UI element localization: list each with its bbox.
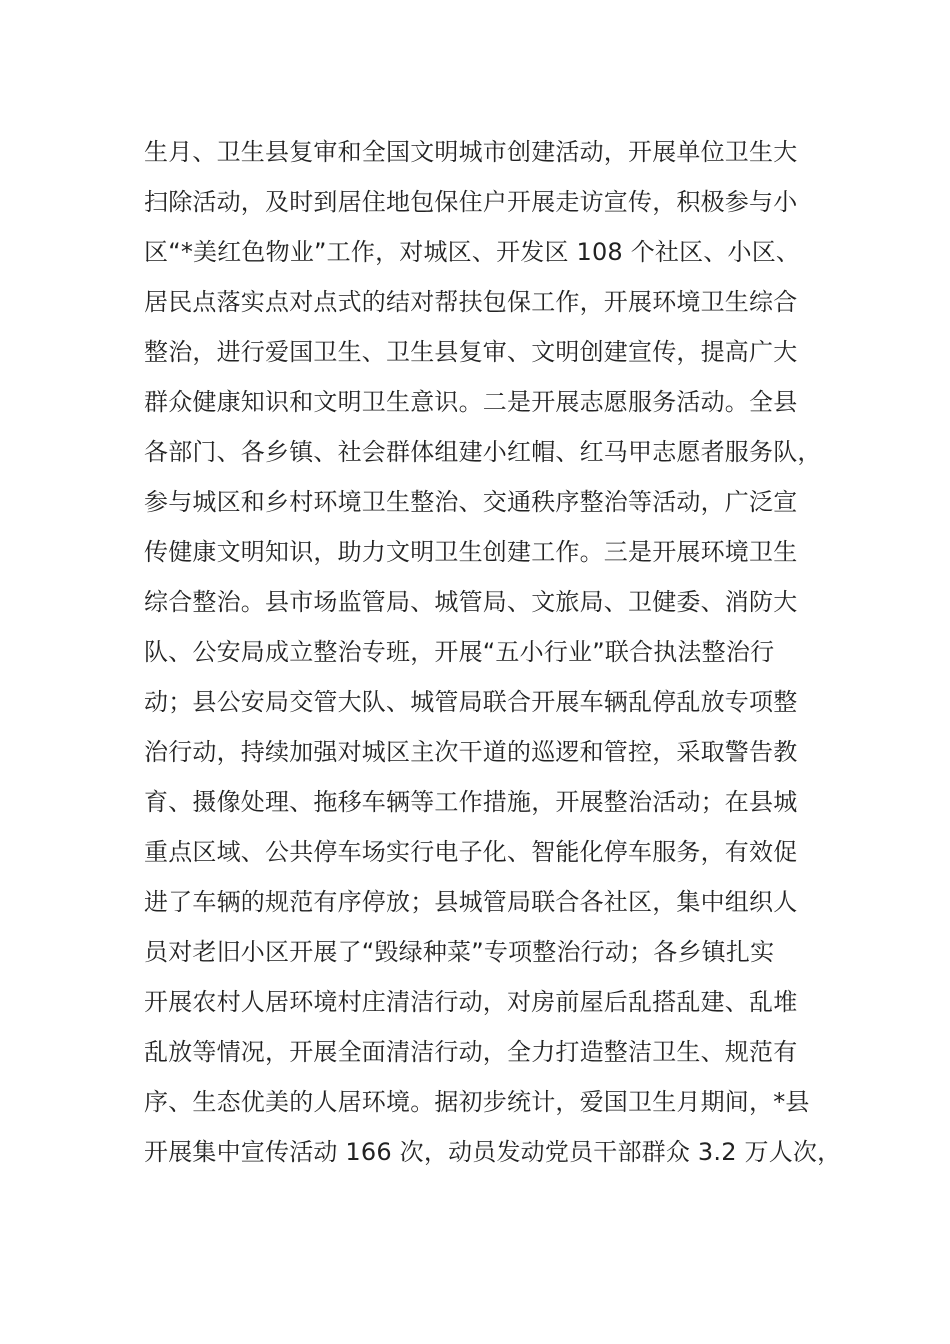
text-line: 整治，进行爱国卫生、卫生县复审、文明创建宣传，提高广大 — [144, 338, 798, 366]
text-line: 重点区域、公共停车场实行电子化、智能化停车服务，有效促 — [144, 838, 798, 866]
text-line: 员对老旧小区开展了“毁绿种菜”专项整治行动；各乡镇扎实 — [144, 938, 775, 966]
text-line: 生月、卫生县复审和全国文明城市创建活动，开展单位卫生大 — [144, 138, 798, 166]
text-line: 育、摄像处理、拖移车辆等工作措施，开展整治活动；在县城 — [144, 788, 798, 816]
text-line: 队、公安局成立整治专班，开展“五小行业”联合执法整治行 — [144, 638, 775, 666]
text-line: 群众健康知识和文明卫生意识。二是开展志愿服务活动。全县 — [144, 388, 798, 416]
text-line: 参与城区和乡村环境卫生整治、交通秩序整治等活动，广泛宣 — [144, 488, 798, 516]
body-text — [144, 127, 842, 1177]
text-line: 传健康文明知识，助力文明卫生创建工作。三是开展环境卫生 — [144, 538, 798, 566]
text-line: 乱放等情况，开展全面清洁行动，全力打造整洁卫生、规范有 — [144, 1038, 798, 1066]
text-line: 扫除活动，及时到居住地包保住户开展走访宣传，积极参与小 — [144, 188, 798, 216]
text-line: 各部门、各乡镇、社会群体组建小红帽、红马甲志愿者服务队， — [144, 438, 822, 466]
text-line: 区“*美红色物业”工作，对城区、开发区 108 个社区、小区、 — [144, 238, 801, 266]
text-line: 居民点落实点对点式的结对帮扶包保工作，开展环境卫生综合 — [144, 288, 798, 316]
text-line: 开展农村人居环境村庄清洁行动，对房前屋后乱搭乱建、乱堆 — [144, 988, 798, 1016]
text-line: 动；县公安局交管大队、城管局联合开展车辆乱停乱放专项整 — [144, 688, 798, 716]
text-line: 进了车辆的规范有序停放；县城管局联合各社区，集中组织人 — [144, 888, 798, 916]
text-line: 治行动，持续加强对城区主次干道的巡逻和管控，采取警告教 — [144, 738, 798, 766]
text-line: 综合整治。县市场监管局、城管局、文旅局、卫健委、消防大 — [144, 588, 798, 616]
text-line: 序、生态优美的人居环境。据初步统计，爱国卫生月期间，*县 — [144, 1088, 810, 1116]
text-line: 开展集中宣传活动 166 次，动员发动党员干部群众 3.2 万人次， — [144, 1138, 842, 1166]
